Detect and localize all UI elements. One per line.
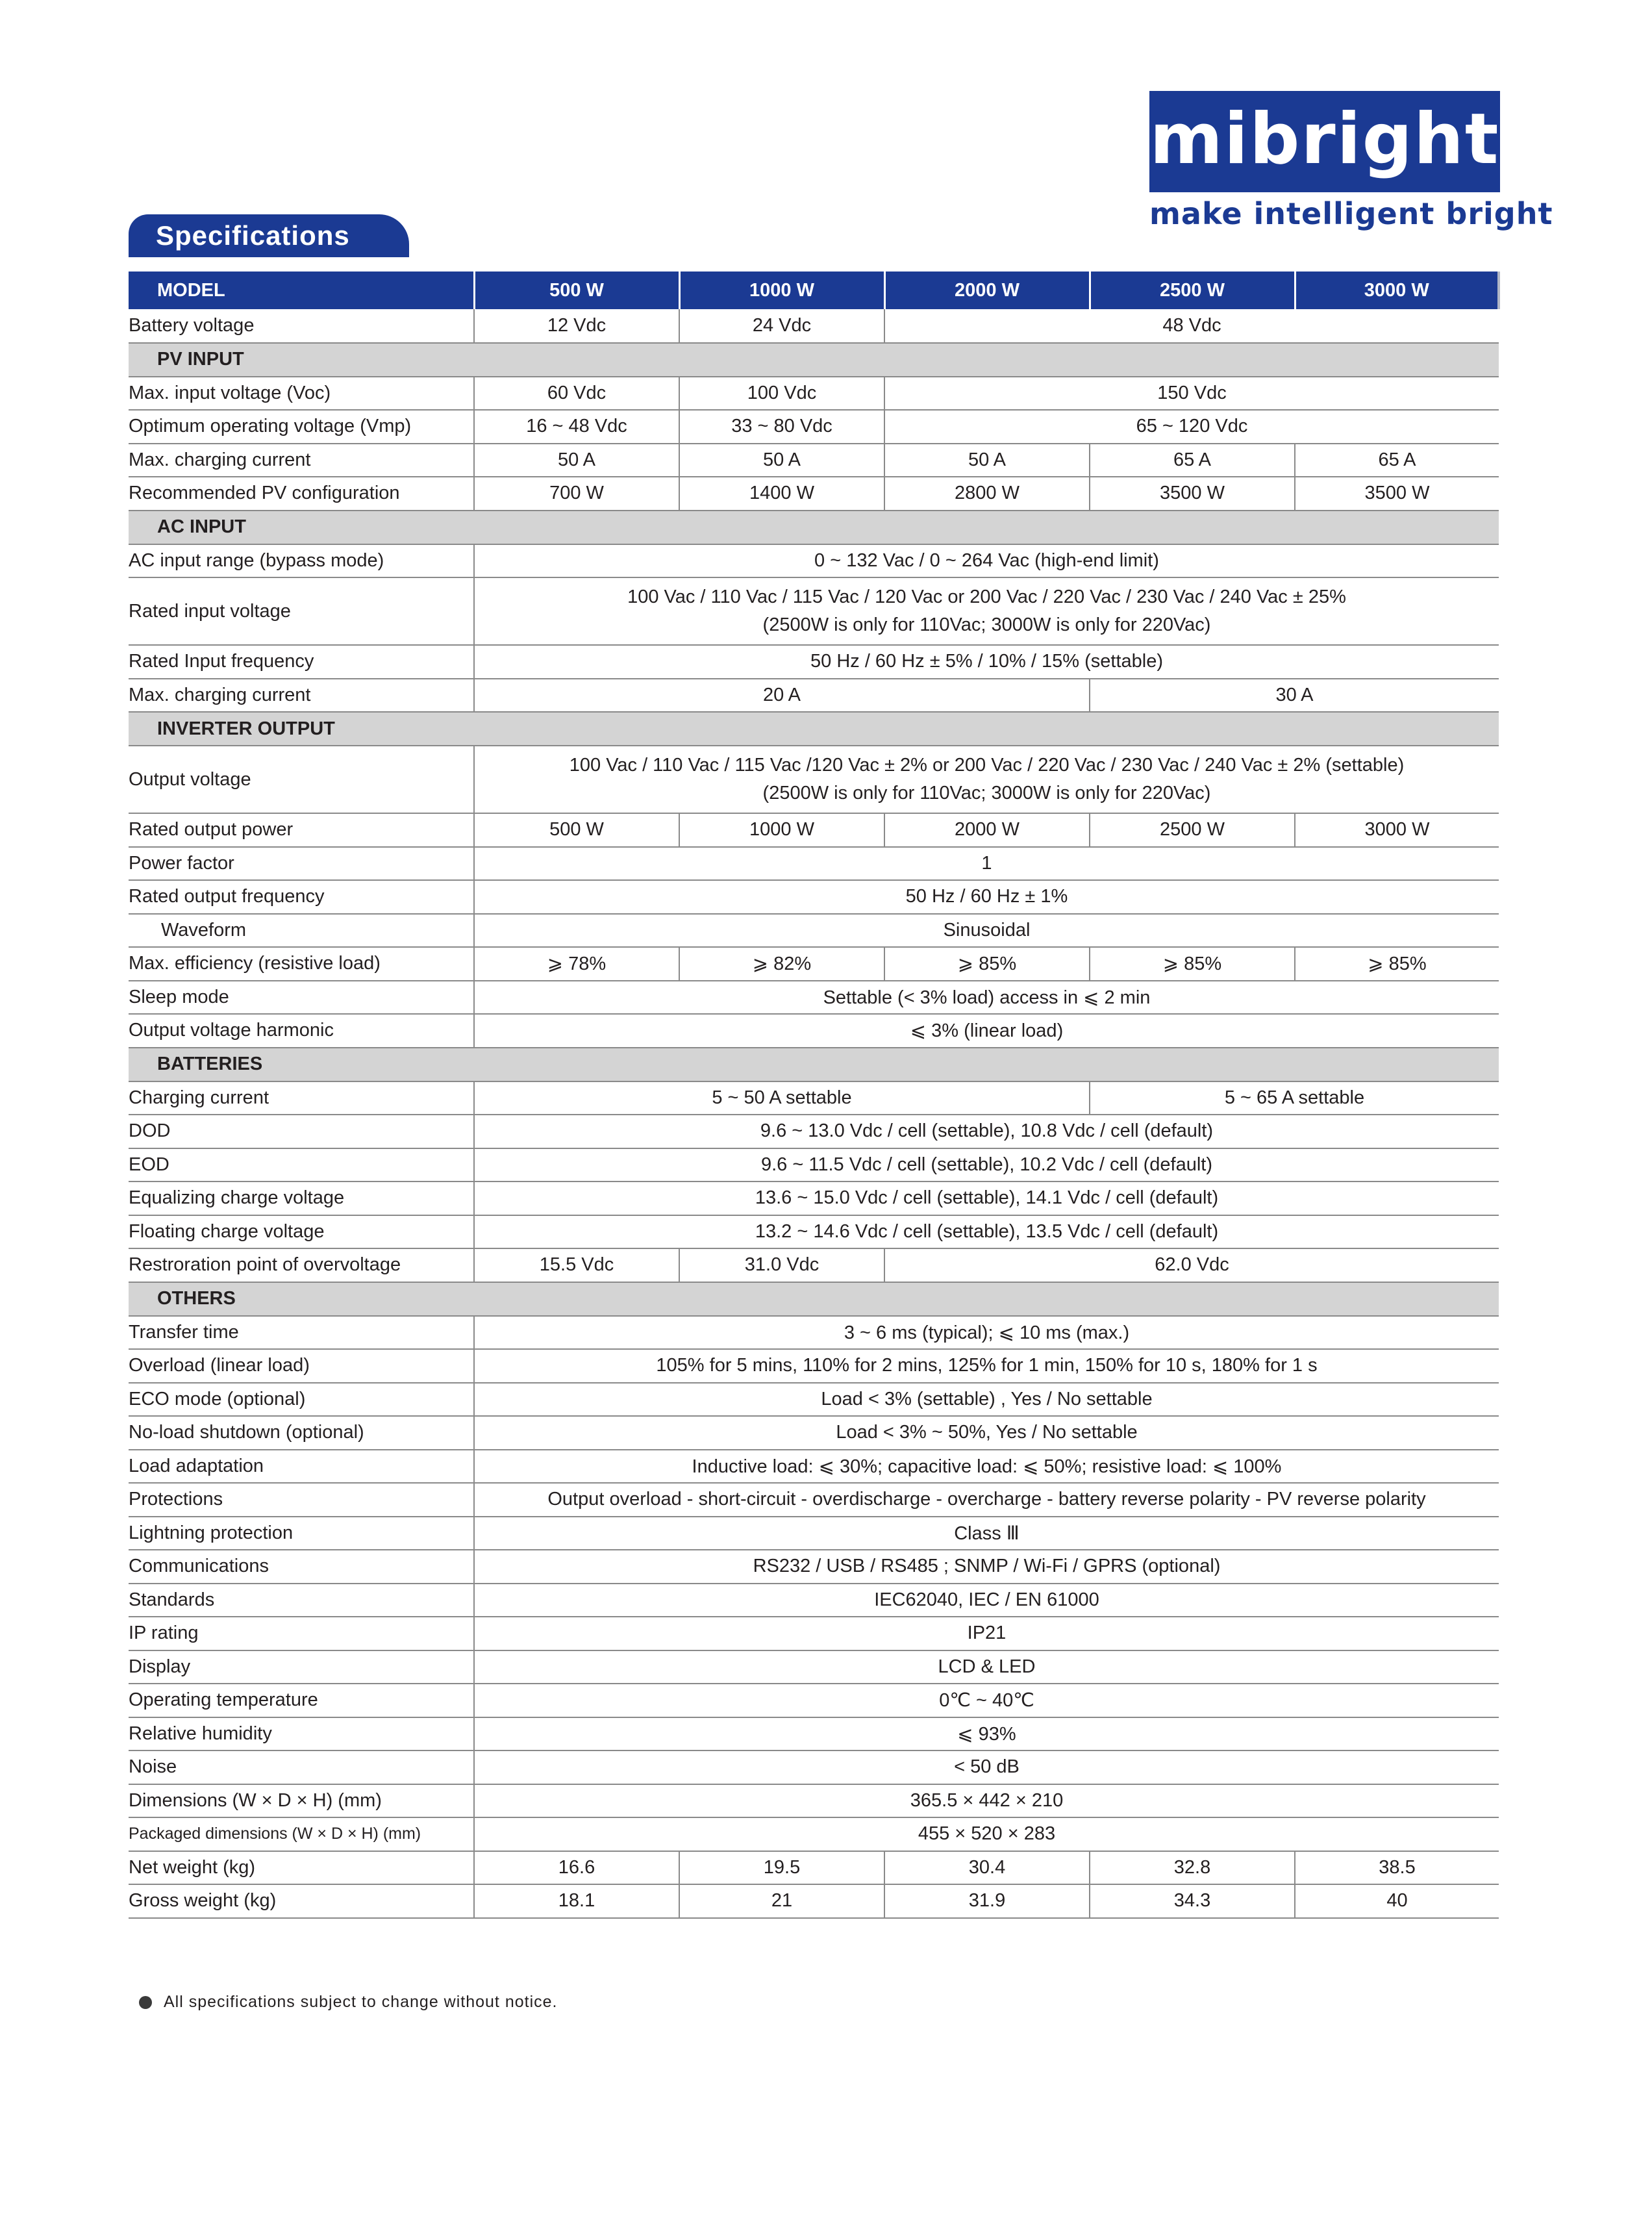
specifications-table	[129, 272, 1500, 1919]
row-value: ⩽ 3% (linear load)	[474, 1014, 1499, 1048]
row-value: 65 A	[1090, 444, 1295, 477]
table-row	[129, 1182, 1499, 1215]
table-row	[129, 1014, 1499, 1048]
table-row	[129, 847, 1499, 881]
table-row	[129, 1517, 1499, 1550]
row-value: 3500 W	[1295, 477, 1499, 511]
row-value: 34.3	[1090, 1884, 1295, 1918]
footnote-text: All specifications subject to change without notice.	[164, 1993, 558, 2011]
table-row	[129, 1316, 1499, 1350]
row-value: 65 A	[1295, 444, 1499, 477]
table-row	[129, 1383, 1499, 1417]
table-row	[129, 1248, 1499, 1282]
row-value: 13.6 ~ 15.0 Vdc / cell (settable), 14.1 Vdc / cell (default)	[474, 1182, 1499, 1215]
row-value: IP21	[474, 1617, 1499, 1650]
row-value: ⩾ 82%	[679, 947, 884, 981]
table-row	[129, 746, 1499, 813]
value-note-line: (2500W is only for 110Vac; 3000W is only for 220Vac)	[762, 614, 1211, 635]
table-row	[129, 1115, 1499, 1148]
row-value: 48 Vdc	[884, 309, 1499, 343]
row-value: 16 ~ 48 Vdc	[474, 410, 679, 444]
row-value	[474, 577, 1499, 645]
row-value: ⩾ 85%	[884, 947, 1090, 981]
header-2000w: 2000 W	[884, 272, 1090, 309]
row-label: Sleep mode	[129, 981, 474, 1015]
row-value: 2000 W	[884, 813, 1090, 847]
row-value: ⩾ 85%	[1090, 947, 1295, 981]
row-label: Protections	[129, 1483, 474, 1517]
row-label: Charging current	[129, 1081, 474, 1115]
row-label: Equalizing charge voltage	[129, 1182, 474, 1215]
brand-name: mibright	[1149, 91, 1500, 192]
row-value: 0 ~ 132 Vac / 0 ~ 264 Vac (high-end limit)	[474, 544, 1499, 578]
row-value: 1000 W	[679, 813, 884, 847]
table-row	[129, 1550, 1499, 1584]
row-value: 38.5	[1295, 1851, 1499, 1885]
section-title: OTHERS	[129, 1282, 1499, 1316]
section-header-row	[129, 1048, 1499, 1081]
row-value: 365.5 × 442 × 210	[474, 1784, 1499, 1818]
row-label: Standards	[129, 1584, 474, 1617]
table-row	[129, 947, 1499, 981]
row-label: Battery voltage	[129, 309, 474, 343]
row-value: 0℃ ~ 40℃	[474, 1684, 1499, 1717]
header-2500w: 2500 W	[1090, 272, 1295, 309]
row-value: 500 W	[474, 813, 679, 847]
row-label: Communications	[129, 1550, 474, 1584]
row-value: 2800 W	[884, 477, 1090, 511]
table-row	[129, 880, 1499, 914]
row-value: < 50 dB	[474, 1750, 1499, 1784]
value-note-line: (2500W is only for 110Vac; 3000W is only for 220Vac)	[762, 783, 1211, 803]
row-value: Sinusoidal	[474, 914, 1499, 948]
row-value: 50 Hz / 60 Hz ± 1%	[474, 880, 1499, 914]
row-value: LCD & LED	[474, 1650, 1499, 1684]
table-row	[129, 377, 1499, 411]
row-value: 12 Vdc	[474, 309, 679, 343]
row-label: AC input range (bypass mode)	[129, 544, 474, 578]
row-label: Max. charging current	[129, 679, 474, 713]
row-value: ⩽ 93%	[474, 1717, 1499, 1751]
footnote	[139, 1993, 557, 2012]
row-value: 65 ~ 120 Vdc	[884, 410, 1499, 444]
row-label: Max. efficiency (resistive load)	[129, 947, 474, 981]
section-header-row	[129, 343, 1499, 377]
row-value: 2500 W	[1090, 813, 1295, 847]
row-value: 50 A	[679, 444, 884, 477]
table-row	[129, 981, 1499, 1015]
row-value: 3500 W	[1090, 477, 1295, 511]
row-label: Net weight (kg)	[129, 1851, 474, 1885]
row-label: Packaged dimensions (W × D × H) (mm)	[129, 1817, 474, 1851]
table-row	[129, 1148, 1499, 1182]
row-label: Transfer time	[129, 1316, 474, 1350]
row-value: 9.6 ~ 11.5 Vdc / cell (settable), 10.2 Vdc / cell (default)	[474, 1148, 1499, 1182]
row-value: 16.6	[474, 1851, 679, 1885]
row-label: Output voltage	[129, 746, 474, 813]
row-label: Floating charge voltage	[129, 1215, 474, 1249]
row-value: 1400 W	[679, 477, 884, 511]
section-header-row	[129, 712, 1499, 746]
row-value: 5 ~ 50 A settable	[474, 1081, 1090, 1115]
row-value: 100 Vdc	[679, 377, 884, 411]
row-label: Waveform	[129, 914, 474, 948]
row-value: 33 ~ 80 Vdc	[679, 410, 884, 444]
section-title: PV INPUT	[129, 343, 1499, 377]
row-value: Inductive load: ⩽ 30%; capacitive load: ⩽ 50%; resistive load: ⩽ 100%	[474, 1450, 1499, 1484]
section-title: BATTERIES	[129, 1048, 1499, 1081]
table-row	[129, 1450, 1499, 1484]
row-label: ECO mode (optional)	[129, 1383, 474, 1417]
table-row	[129, 1817, 1499, 1851]
row-value: 40	[1295, 1884, 1499, 1918]
row-value: 62.0 Vdc	[884, 1248, 1499, 1282]
table-row	[129, 679, 1499, 713]
row-label: Rated input voltage	[129, 577, 474, 645]
section-title: AC INPUT	[129, 511, 1499, 544]
row-value: 13.2 ~ 14.6 Vdc / cell (settable), 13.5 Vdc / cell (default)	[474, 1215, 1499, 1249]
row-value: 3 ~ 6 ms (typical); ⩽ 10 ms (max.)	[474, 1316, 1499, 1350]
row-value: 5 ~ 65 A settable	[1090, 1081, 1499, 1115]
row-value: 1	[474, 847, 1499, 881]
bullet-icon	[139, 1996, 152, 2009]
row-label: Gross weight (kg)	[129, 1884, 474, 1918]
row-label: Rated Input frequency	[129, 645, 474, 679]
row-label: DOD	[129, 1115, 474, 1148]
row-label: Operating temperature	[129, 1684, 474, 1717]
table-row	[129, 1684, 1499, 1717]
row-label: Lightning protection	[129, 1517, 474, 1550]
row-value: 24 Vdc	[679, 309, 884, 343]
row-value: 60 Vdc	[474, 377, 679, 411]
row-label: Load adaptation	[129, 1450, 474, 1484]
brand-tagline: make intelligent bright	[1149, 196, 1553, 231]
row-value: 50 A	[474, 444, 679, 477]
row-value	[474, 746, 1499, 813]
table-row	[129, 1483, 1499, 1517]
table-row	[129, 1617, 1499, 1650]
header-1000w: 1000 W	[679, 272, 884, 309]
row-value: 105% for 5 mins, 110% for 2 mins, 125% for 1 min, 150% for 10 s, 180% for 1 s	[474, 1349, 1499, 1383]
row-label: Relative humidity	[129, 1717, 474, 1751]
section-header-row	[129, 1282, 1499, 1316]
table-row	[129, 1081, 1499, 1115]
row-value: ⩾ 85%	[1295, 947, 1499, 981]
table-row	[129, 309, 1499, 343]
table-row	[129, 1215, 1499, 1249]
row-value: 31.0 Vdc	[679, 1248, 884, 1282]
header-3000w: 3000 W	[1295, 272, 1499, 309]
row-label: Max. input voltage (Voc)	[129, 377, 474, 411]
row-label: Restroration point of overvoltage	[129, 1248, 474, 1282]
row-label: Overload (linear load)	[129, 1349, 474, 1383]
row-label: Recommended PV configuration	[129, 477, 474, 511]
row-value: 21	[679, 1884, 884, 1918]
row-value: Settable (< 3% load) access in ⩽ 2 min	[474, 981, 1499, 1015]
row-label: Noise	[129, 1750, 474, 1784]
row-value: 50 Hz / 60 Hz ± 5% / 10% / 15% (settable)	[474, 645, 1499, 679]
value-line: 100 Vac / 110 Vac / 115 Vac / 120 Vac or 200 Vac / 220 Vac / 230 Vac / 240 Vac ± 25%	[627, 587, 1346, 607]
row-value: 20 A	[474, 679, 1090, 713]
row-value: 9.6 ~ 13.0 Vdc / cell (settable), 10.8 Vdc / cell (default)	[474, 1115, 1499, 1148]
row-value: 32.8	[1090, 1851, 1295, 1885]
table-row	[129, 645, 1499, 679]
table-row	[129, 410, 1499, 444]
table-row	[129, 477, 1499, 511]
table-row	[129, 813, 1499, 847]
table-row	[129, 1851, 1499, 1885]
row-value: 31.9	[884, 1884, 1090, 1918]
row-value: ⩾ 78%	[474, 947, 679, 981]
table-row	[129, 1884, 1499, 1918]
row-value: RS232 / USB / RS485 ; SNMP / Wi-Fi / GPRS (optional)	[474, 1550, 1499, 1584]
row-value: 50 A	[884, 444, 1090, 477]
table-row	[129, 544, 1499, 578]
row-value: 150 Vdc	[884, 377, 1499, 411]
table-row	[129, 1750, 1499, 1784]
table-row	[129, 1349, 1499, 1383]
row-label: Power factor	[129, 847, 474, 881]
row-value: 455 × 520 × 283	[474, 1817, 1499, 1851]
row-value: 700 W	[474, 477, 679, 511]
row-label: Rated output frequency	[129, 880, 474, 914]
table-row	[129, 1650, 1499, 1684]
row-value: 19.5	[679, 1851, 884, 1885]
table-row	[129, 914, 1499, 948]
row-label: Rated output power	[129, 813, 474, 847]
header-500w: 500 W	[474, 272, 679, 309]
row-label: No-load shutdown (optional)	[129, 1416, 474, 1450]
row-value: 3000 W	[1295, 813, 1499, 847]
table-row	[129, 1416, 1499, 1450]
table-row	[129, 1584, 1499, 1617]
row-label: Max. charging current	[129, 444, 474, 477]
specifications-tab: Specifications	[129, 214, 409, 257]
row-value: Output overload - short-circuit - overdischarge - overcharge - battery reverse polarity - PV reverse polarity	[474, 1483, 1499, 1517]
row-value: Class Ⅲ	[474, 1517, 1499, 1550]
row-value: Load < 3% ~ 50%, Yes / No settable	[474, 1416, 1499, 1450]
brand-logo	[1149, 91, 1553, 231]
section-title: INVERTER OUTPUT	[129, 712, 1499, 746]
table-row	[129, 1717, 1499, 1751]
row-label: Output voltage harmonic	[129, 1014, 474, 1048]
row-label: IP rating	[129, 1617, 474, 1650]
row-label: EOD	[129, 1148, 474, 1182]
table-body	[129, 309, 1499, 1918]
value-line: 100 Vac / 110 Vac / 115 Vac /120 Vac ± 2% or 200 Vac / 220 Vac / 230 Vac / 240 Vac ± 2% (settable)	[569, 755, 1405, 776]
table-row	[129, 1784, 1499, 1818]
row-value: 30.4	[884, 1851, 1090, 1885]
table-row	[129, 577, 1499, 645]
section-header-row	[129, 511, 1499, 544]
row-value: 18.1	[474, 1884, 679, 1918]
row-label: Optimum operating voltage (Vmp)	[129, 410, 474, 444]
row-label: Dimensions (W × D × H) (mm)	[129, 1784, 474, 1818]
row-value: IEC62040, IEC / EN 61000	[474, 1584, 1499, 1617]
row-value: 15.5 Vdc	[474, 1248, 679, 1282]
row-label: Display	[129, 1650, 474, 1684]
header-model: MODEL	[129, 272, 474, 309]
row-value: 30 A	[1090, 679, 1499, 713]
table-header-row	[129, 272, 1499, 309]
row-value: Load < 3% (settable) , Yes / No settable	[474, 1383, 1499, 1417]
table-row	[129, 444, 1499, 477]
